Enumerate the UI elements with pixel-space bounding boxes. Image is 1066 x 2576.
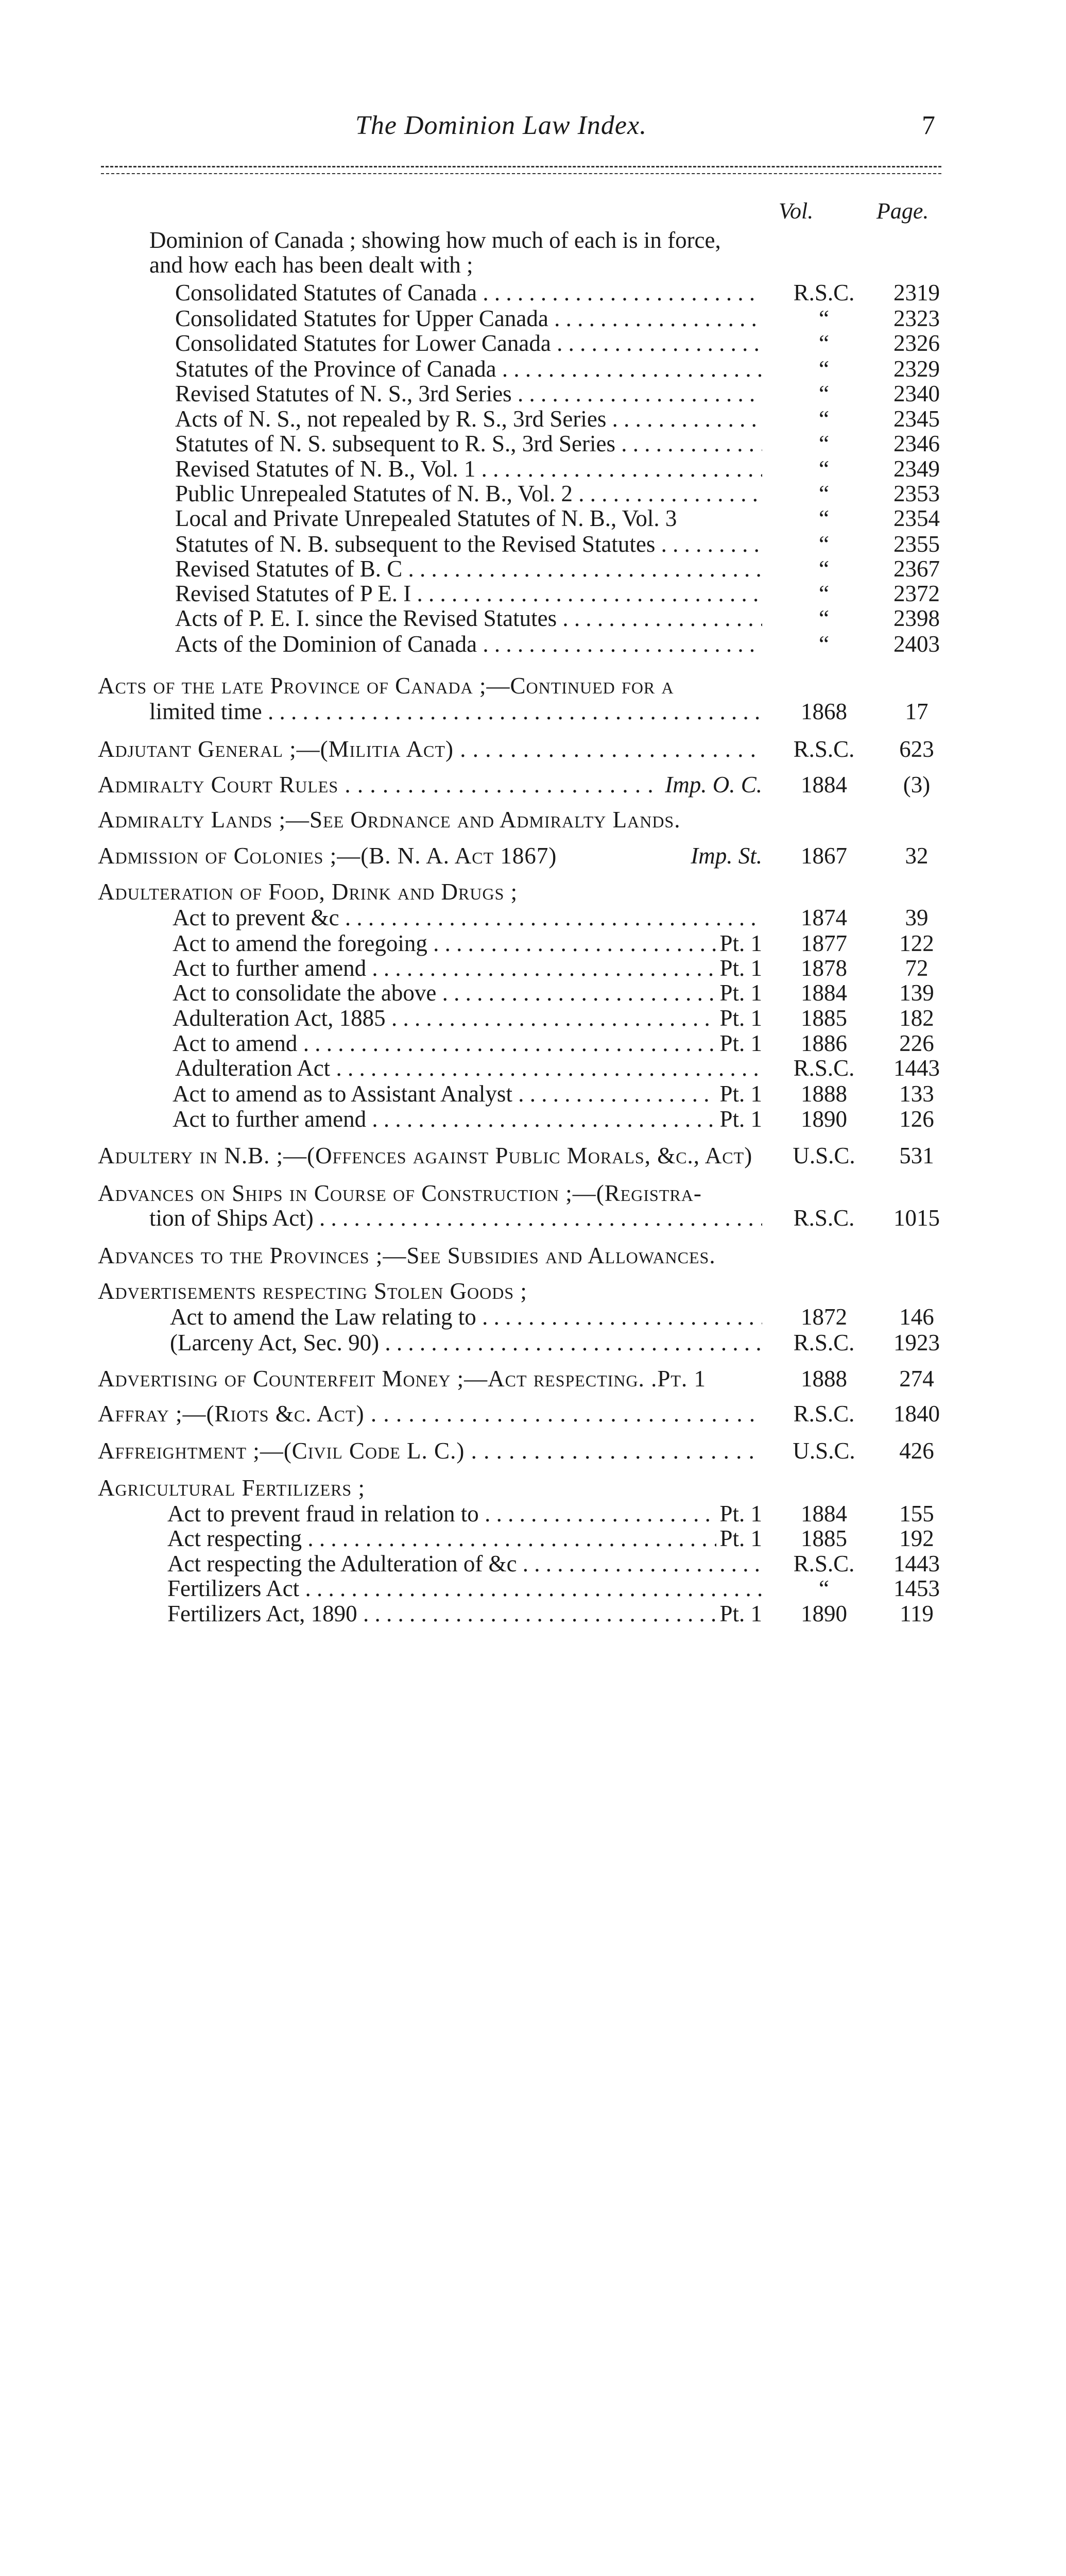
entry-extra: Imp. O. C. <box>665 772 762 798</box>
entry-label: Act to amend . . . <box>173 1030 716 1056</box>
index-entry <box>98 1475 1066 1501</box>
entry-volume: R.S.C. <box>793 1401 855 1427</box>
entry-label: Adulteration of Food, Drink and Drugs ; <box>98 879 518 905</box>
entry-volume: “ <box>819 605 829 631</box>
entry-text <box>98 1437 762 1464</box>
entry-text <box>167 1500 762 1527</box>
entry-text <box>149 227 767 253</box>
entry-extra: Pt. 1 <box>719 955 762 981</box>
entry-label: Acts of N. S., not repealed by R. S., 3rd Series . . . <box>175 406 762 432</box>
entry-volume: 1884 <box>801 772 847 798</box>
entry-label: Revised Statutes of N. B., Vol. 1 . . . <box>175 456 762 482</box>
entry-page: 274 <box>899 1366 934 1392</box>
entry-volume: “ <box>819 531 829 557</box>
index-entry <box>175 380 1066 407</box>
entry-label: Adulteration Act . . . <box>175 1055 762 1081</box>
entry-page: 2340 <box>893 381 940 406</box>
entry-label: Adulteration Act, 1885 . . . <box>173 1005 716 1031</box>
entry-page: 2353 <box>893 481 940 506</box>
entry-label: Statutes of N. S. subsequent to R. S., 3rd Series . . . <box>175 431 762 456</box>
header-rule-secondary <box>101 173 941 174</box>
entry-page: 1840 <box>893 1401 940 1427</box>
entry-volume: R.S.C. <box>793 1551 855 1577</box>
entry-page: 2355 <box>893 531 940 557</box>
entry-page: 2367 <box>893 556 940 582</box>
entry-text <box>98 1400 762 1427</box>
index-entry <box>98 1437 1066 1464</box>
index-entry <box>98 1180 1066 1207</box>
entry-text <box>98 1180 762 1207</box>
entry-label: Revised Statutes of N. S., 3rd Series . . . <box>175 381 762 406</box>
entry-volume: 1886 <box>801 1030 847 1056</box>
entry-label: Dominion of Canada ; showing how much of each is in force, <box>149 227 721 253</box>
entry-label: Act to further amend . . . <box>173 1106 716 1132</box>
entry-page: 32 <box>905 843 929 869</box>
index-entry <box>175 305 1066 332</box>
entry-volume: R.S.C. <box>793 736 855 762</box>
entry-page: 122 <box>899 930 934 956</box>
entry-text <box>175 631 762 657</box>
entry-page: 2323 <box>893 306 940 331</box>
entry-volume: “ <box>819 1575 829 1601</box>
entry-label: Act to further amend . . . <box>173 955 716 981</box>
entry-volume: R.S.C. <box>793 1055 855 1081</box>
entry-volume: 1872 <box>801 1304 847 1330</box>
entry-extra: Pt. 1 <box>719 980 762 1006</box>
entry-label: Affray ;—(Riots &c. Act) . . . <box>98 1401 762 1427</box>
entry-page: 426 <box>899 1438 934 1464</box>
entry-text <box>175 279 762 306</box>
entry-label: Act to amend as to Assistant Analyst . . . <box>173 1081 716 1107</box>
entry-volume: “ <box>819 431 829 456</box>
entry-page: 1443 <box>893 1055 940 1081</box>
index-entry <box>175 455 1066 482</box>
entry-page: 531 <box>899 1143 934 1168</box>
index-entry <box>175 531 1066 557</box>
entry-extra: Pt. 1 <box>719 1501 762 1527</box>
entry-extra: Pt. 1 <box>719 1005 762 1031</box>
entry-text <box>175 480 762 507</box>
entry-label: and how each has been dealt with ; <box>149 252 473 278</box>
running-title: The Dominion Law Index. <box>355 111 647 140</box>
index-entry <box>175 580 1066 607</box>
entry-page: 2329 <box>893 356 940 382</box>
entry-label: Advertisements respecting Stolen Goods ; <box>98 1278 527 1304</box>
index-entry <box>175 1055 1066 1081</box>
entry-label: Act to prevent &c . . . <box>173 905 762 930</box>
entry-text <box>98 1365 762 1392</box>
entry-text <box>149 698 762 725</box>
entry-text <box>167 1575 762 1602</box>
entry-text <box>173 1030 762 1057</box>
entry-label: Advances to the Provinces ;—See Subsidies and Allowances. <box>98 1243 716 1268</box>
index-entry <box>175 505 1066 532</box>
entry-page: 1923 <box>893 1330 940 1355</box>
entry-page: 1443 <box>893 1551 940 1577</box>
entry-volume: “ <box>819 381 829 406</box>
entry-label: Act respecting . . . <box>167 1526 716 1551</box>
index-entry <box>175 279 1066 306</box>
index-entry <box>98 1400 1066 1427</box>
entry-page: 133 <box>899 1081 934 1107</box>
entry-label: Fertilizers Act, 1890 . . . <box>167 1601 716 1626</box>
entry-volume: 1884 <box>801 980 847 1006</box>
entry-extra: Imp. St. <box>691 843 762 869</box>
index-entry <box>175 631 1066 657</box>
index-entry <box>175 555 1066 582</box>
entry-text <box>170 1329 762 1356</box>
entry-label: Act to amend the Law relating to . . . <box>170 1304 762 1330</box>
entry-page: 1453 <box>893 1575 940 1601</box>
entry-text <box>98 1475 762 1501</box>
entry-extra: Pt. 1 <box>719 1030 762 1056</box>
entry-volume: 1868 <box>801 699 847 724</box>
entry-volume: 1888 <box>801 1366 847 1392</box>
entry-text <box>175 380 762 407</box>
entry-page: 192 <box>899 1526 934 1551</box>
index-entry <box>149 1205 1066 1231</box>
entry-page: 17 <box>905 699 929 724</box>
entry-volume: R.S.C. <box>793 280 855 306</box>
entry-page: 2372 <box>893 581 940 606</box>
index-entry <box>173 979 1066 1006</box>
entry-label: Acts of the Dominion of Canada . . . <box>175 631 762 657</box>
entry-text <box>173 1080 762 1107</box>
index-entry <box>98 771 1066 798</box>
entry-volume: “ <box>819 330 829 356</box>
entry-label: Adultery in N.B. ;—(Offences against Public Morals, &c., Act) <box>98 1143 753 1168</box>
index-entry <box>167 1575 1066 1602</box>
entry-volume: “ <box>819 406 829 432</box>
index-entry <box>173 1106 1066 1132</box>
entry-text <box>167 1600 762 1627</box>
entry-page: 2345 <box>893 406 940 432</box>
entry-text <box>149 251 767 278</box>
index-entry <box>173 904 1066 931</box>
index-entry <box>149 251 1066 278</box>
entry-text <box>175 605 762 632</box>
entry-text <box>175 405 762 432</box>
page-column-heading: Page. <box>876 198 929 224</box>
entry-page: 2346 <box>893 431 940 456</box>
index-entry <box>167 1525 1066 1552</box>
entry-text <box>175 455 762 482</box>
index-entry <box>175 480 1066 507</box>
entry-extra: Pt. 1 <box>719 1526 762 1551</box>
entry-text <box>175 505 762 532</box>
index-entry <box>98 806 1066 833</box>
entry-label: Fertilizers Act . . . <box>167 1575 762 1601</box>
entry-label: Advances on Ships in Course of Construction ;—(Registra- <box>98 1180 702 1206</box>
index-entry <box>149 698 1066 725</box>
entry-page: 623 <box>899 736 934 762</box>
entry-volume: 1890 <box>801 1106 847 1132</box>
entry-label: Act respecting the Adulteration of &c . . . <box>167 1551 762 1577</box>
index-entry <box>98 1142 1066 1169</box>
entry-label: Agricultural Fertilizers ; <box>98 1475 365 1501</box>
entry-text <box>98 672 762 699</box>
entry-text <box>173 1005 762 1031</box>
index-entry <box>170 1303 1066 1330</box>
entry-label: Public Unrepealed Statutes of N. B., Vol. 2 . . . <box>175 481 762 506</box>
index-entry <box>98 842 1066 869</box>
index-entry <box>98 1278 1066 1304</box>
entry-text <box>98 842 762 869</box>
entry-volume: 1878 <box>801 955 847 981</box>
entry-label: Statutes of N. B. subsequent to the Revised Statutes . . . <box>175 531 762 557</box>
entry-text <box>175 305 762 332</box>
entry-volume: “ <box>819 505 829 531</box>
entry-page: 2349 <box>893 456 940 482</box>
entry-volume: “ <box>819 631 829 657</box>
entry-page: 2326 <box>893 330 940 356</box>
entry-volume: R.S.C. <box>793 1205 855 1231</box>
entry-extra: Pt. 1 <box>719 1601 762 1626</box>
entry-page: 39 <box>905 905 929 930</box>
index-entry <box>170 1329 1066 1356</box>
entry-volume: “ <box>819 456 829 482</box>
entry-page: 2403 <box>893 631 940 657</box>
index-entry <box>98 1365 1066 1392</box>
entry-text <box>98 1242 762 1269</box>
entry-page: 2398 <box>893 605 940 631</box>
entry-label: Act to amend the foregoing . . . <box>173 930 716 956</box>
entry-volume: U.S.C. <box>793 1438 855 1464</box>
entry-volume: U.S.C. <box>793 1143 855 1168</box>
index-entry <box>149 227 1066 253</box>
entry-label: Consolidated Statutes for Upper Canada . . . <box>175 306 762 331</box>
entry-text <box>175 330 762 357</box>
index-entry <box>175 605 1066 632</box>
entry-label: Affreightment ;—(Civil Code L. C.) . . . <box>98 1438 762 1464</box>
entry-label: Consolidated Statutes for Lower Canada . . . <box>175 330 762 356</box>
entry-text <box>175 355 762 382</box>
entry-label: Admission of Colonies ;—(B. N. A. Act 1867) <box>98 843 557 869</box>
index-entry <box>175 405 1066 432</box>
entry-label: Consolidated Statutes of Canada . . . <box>175 280 762 306</box>
entry-label: Acts of the late Province of Canada ;—Continued for a <box>98 673 674 699</box>
entry-text <box>173 955 762 981</box>
entry-text <box>98 736 762 762</box>
entry-label: limited time . . . <box>149 699 762 724</box>
entry-volume: “ <box>819 306 829 331</box>
index-entry <box>173 1030 1066 1057</box>
entry-volume: 1877 <box>801 930 847 956</box>
index-entry <box>175 330 1066 357</box>
index-entry <box>98 878 1066 905</box>
entry-text <box>173 979 762 1006</box>
entry-label: Acts of P. E. I. since the Revised Statutes . . . <box>175 605 762 631</box>
entry-label: Act to prevent fraud in relation to . . . <box>167 1501 716 1527</box>
index-entry <box>98 1242 1066 1269</box>
entry-page: 72 <box>905 955 929 981</box>
vol-column-heading: Vol. <box>779 198 814 224</box>
header-rule <box>101 166 941 167</box>
entry-text <box>173 930 762 957</box>
entry-label: tion of Ships Act) . . . <box>149 1205 762 1231</box>
entry-text <box>167 1550 762 1577</box>
entry-text <box>167 1525 762 1552</box>
entry-label: Adjutant General ;—(Militia Act) . . . <box>98 736 762 762</box>
entry-text <box>170 1303 762 1330</box>
entry-text <box>175 580 762 607</box>
index-entry <box>167 1550 1066 1577</box>
entry-page: 139 <box>899 980 934 1006</box>
entry-label: (Larceny Act, Sec. 90) . . . <box>170 1330 762 1355</box>
entry-page: 146 <box>899 1304 934 1330</box>
entry-page: 2319 <box>893 280 940 306</box>
index-entry <box>175 355 1066 382</box>
entry-text <box>175 430 762 457</box>
entry-label: Local and Private Unrepealed Statutes of N. B., Vol. 3 <box>175 505 677 531</box>
entry-volume: 1890 <box>801 1601 847 1626</box>
entry-page: 2354 <box>893 505 940 531</box>
index-entry <box>167 1600 1066 1627</box>
entry-volume: 1888 <box>801 1081 847 1107</box>
entry-volume: R.S.C. <box>793 1330 855 1355</box>
entry-volume: 1885 <box>801 1005 847 1031</box>
page-number: 7 <box>922 111 935 140</box>
entry-page: 126 <box>899 1106 934 1132</box>
entry-extra: Pt. 1 <box>719 1081 762 1107</box>
entry-text <box>98 806 762 833</box>
entry-volume: “ <box>819 581 829 606</box>
entry-label: Revised Statutes of P E. I . . . <box>175 581 762 606</box>
index-entry <box>167 1500 1066 1527</box>
index-entry <box>173 930 1066 957</box>
entry-label: Act to consolidate the above . . . <box>173 980 716 1006</box>
entry-volume: 1867 <box>801 843 847 869</box>
entry-text <box>149 1205 762 1231</box>
entry-label: Admiralty Court Rules . . . <box>98 772 662 798</box>
entry-label: Advertising of Counterfeit Money ;—Act respecting. .Pt. 1 <box>98 1366 706 1392</box>
entry-page: (3) <box>903 772 931 798</box>
index-entry <box>98 672 1066 699</box>
entry-text <box>173 904 762 931</box>
index-entry <box>98 736 1066 762</box>
entry-text <box>98 1142 762 1169</box>
entry-page: 119 <box>900 1601 934 1626</box>
entry-label: Revised Statutes of B. C . . . <box>175 556 762 582</box>
entry-volume: “ <box>819 556 829 582</box>
entry-volume: “ <box>819 356 829 382</box>
entry-volume: 1885 <box>801 1526 847 1551</box>
entry-text <box>173 1106 762 1132</box>
entry-page: 1015 <box>893 1205 940 1231</box>
entry-page: 182 <box>899 1005 934 1031</box>
entry-label: Statutes of the Province of Canada . . . <box>175 356 762 382</box>
entry-page: 226 <box>899 1030 934 1056</box>
entry-volume: “ <box>819 481 829 506</box>
entry-label: Admiralty Lands ;—See Ordnance and Admiralty Lands. <box>98 807 681 833</box>
index-entry <box>173 955 1066 981</box>
entry-text <box>98 771 762 798</box>
entry-volume: 1884 <box>801 1501 847 1527</box>
entry-page: 155 <box>899 1501 934 1527</box>
entry-text <box>98 878 762 905</box>
entry-extra: Pt. 1 <box>719 930 762 956</box>
entry-extra: Pt. 1 <box>719 1106 762 1132</box>
index-entry <box>173 1080 1066 1107</box>
entry-text <box>175 1055 762 1081</box>
index-entry <box>173 1005 1066 1031</box>
entry-text <box>175 531 762 557</box>
entry-text <box>175 555 762 582</box>
entry-text <box>98 1278 762 1304</box>
entry-volume: 1874 <box>801 905 847 930</box>
index-entry <box>175 430 1066 457</box>
